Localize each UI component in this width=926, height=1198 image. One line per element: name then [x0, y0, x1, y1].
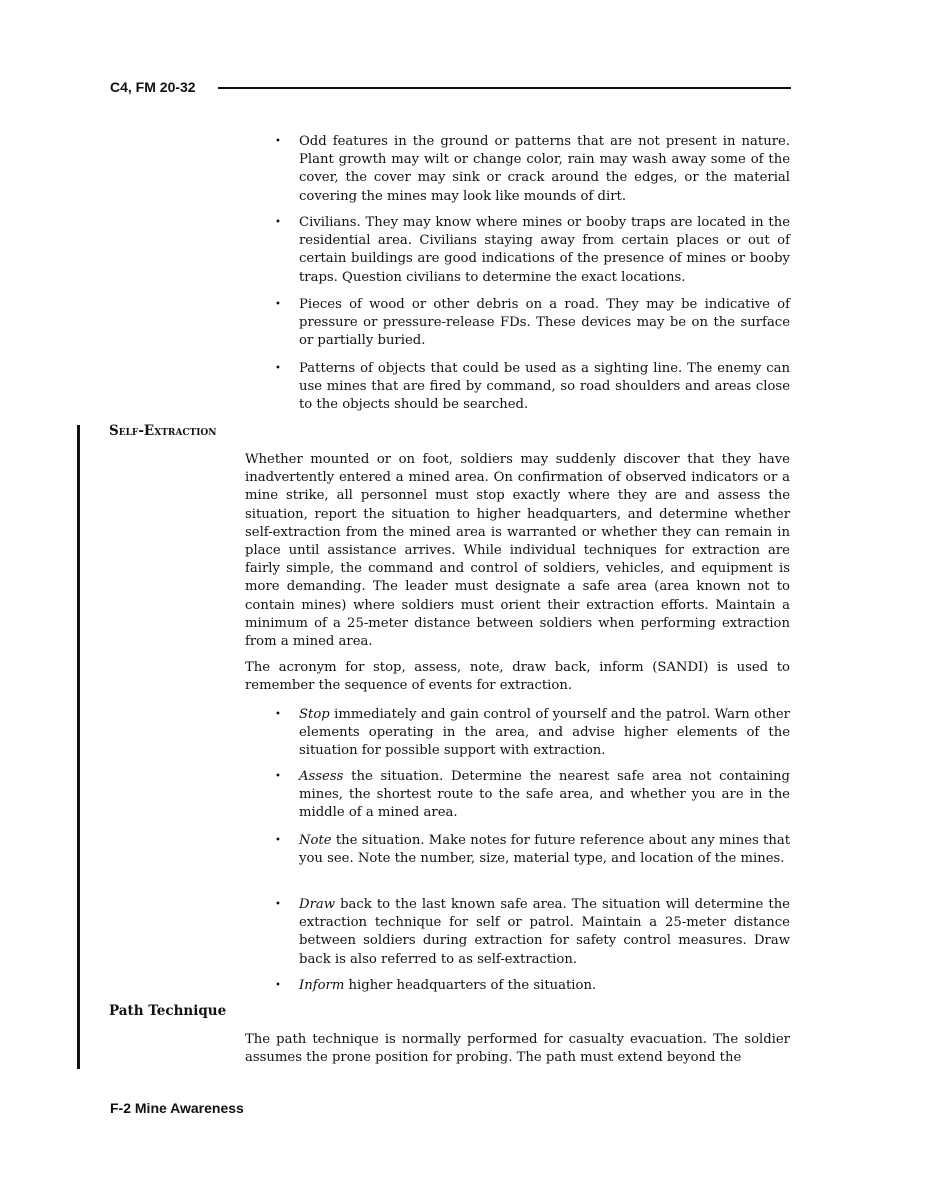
list-item: • Patterns of objects that could be used as a sighting line. The enemy can use mines that are fired by command, so road shoulders and areas close to the objects should be searched. [275, 361, 790, 413]
paragraph: Whether mounted or on foot, soldiers may suddenly discover that they have inadvertently entered a mined area. On confirmation of observed indicators or a mine strike, all personnel must stop exactly where they are and assess the situation, report the situation to higher headquarters, and determine whether self-extraction from the mined area is warranted or whether they can remain in place until assistance arrives. While individual techniques for extraction are fairly simple, the command and control of soldiers, vehicles, and equipment is more demanding. The leader must designate a safe area (area known not to contain mines) where soldiers must orient their extraction efforts. Maintain a minimum of a 25-meter distance between soldiers when performing extraction from a mined area. [245, 452, 790, 650]
running-header: C4, FM 20-32 [110, 79, 196, 95]
paragraph: The path technique is normally performed for casualty evacuation. The soldier assumes the prone position for probing. The path must extend beyond the [245, 1032, 790, 1066]
bullet-icon: • [275, 899, 281, 910]
bullet-icon: • [275, 771, 281, 782]
list-item: • Note the situation. Make notes for future reference about any mines that you see. Note the number, size, material type, and location of the mines. [275, 833, 790, 867]
change-bar [77, 425, 80, 1069]
section-heading: Self-Extraction [109, 423, 217, 439]
bullet-icon: • [275, 363, 281, 374]
bullet-icon: • [275, 217, 281, 228]
list-item: • Odd features in the ground or patterns that are not present in nature. Plant growth may wilt or change color, rain may wash away some of the cover, the cover may sink or crack around the edges, or the material covering the mines may look like mounds of dirt. [275, 134, 790, 204]
list-item: • Inform higher headquarters of the situation. [299, 977, 790, 995]
paragraph: The acronym for stop, assess, note, draw back, inform (SANDI) is used to remember the sequence of events for extraction. [245, 660, 790, 694]
bullet-icon: • [275, 835, 281, 846]
list-item: • Draw back to the last known safe area. The situation will determine the extraction technique for self or patrol. Maintain a 25-meter distance between soldiers during extraction for safety control measures. Draw back is also referred to as self-extraction. [275, 897, 790, 967]
list-item: • Assess the situation. Determine the nearest safe area not containing mines, the shortest route to the safe area, and whether you are in the middle of a mined area. [275, 769, 790, 821]
list-item: • Stop immediately and gain control of yourself and the patrol. Warn other elements operating in the area, and advise higher elements of the situation for possible support with extraction. [275, 707, 790, 759]
header-rule [218, 87, 791, 89]
list-item: • Pieces of wood or other debris on a road. They may be indicative of pressure or pressure-release FDs. These devices may be on the surface or partially buried. [275, 297, 790, 349]
bullet-icon: • [275, 136, 281, 147]
bullet-icon: • [275, 980, 281, 991]
list-item: • Civilians. They may know where mines or booby traps are located in the residential area. Civilians staying away from certain places or out of certain buildings are good indications of the presence of mines or booby traps. Question civilians to determine the exact locations. [275, 215, 790, 285]
running-footer: F-2 Mine Awareness [110, 1100, 244, 1116]
bullet-icon: • [275, 299, 281, 310]
bullet-icon: • [275, 709, 281, 720]
subsection-heading: Path Technique [109, 1003, 227, 1019]
